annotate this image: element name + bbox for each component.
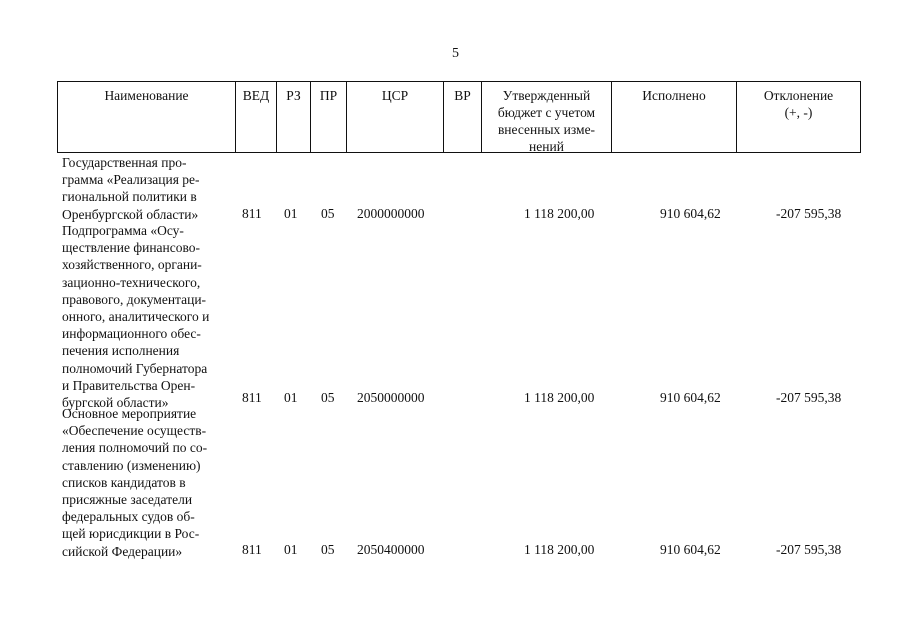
row-1-name: Государственная про- грамма «Реализация ре- гиональной политики в Оренбургской области» [62,155,200,222]
row-3-ved: 811 [242,542,262,557]
row-1-pr: 05 [321,206,335,221]
row-1-csr: 2000000000 [357,206,425,221]
row-3-executed: 910 604,62 [660,542,721,557]
header-name: Наименование [104,88,189,103]
row-2-name: Подпрограмма «Осу- ществление финансово- хозяйственного, органи- зационно-технического, правового, документаци- онного, аналитического и информационного обес- печения исполнения полномочий Губернатора и Правительства Орен- бургской области» [62,223,210,411]
header-csr: ЦСР [381,88,409,103]
header-budget: Утвержденный бюджет с учетом внесенных изме- нений [497,88,596,154]
row-2-executed: 910 604,62 [660,390,721,405]
row-2-pr: 05 [321,390,335,405]
row-1-ved: 811 [242,206,262,221]
header-vr: ВР [454,88,471,103]
row-1-budget: 1 118 200,00 [524,206,595,221]
row-2-rz: 01 [284,390,298,405]
row-3-rz: 01 [284,542,298,557]
header-executed: Исполнено [642,88,706,103]
row-1-executed: 910 604,62 [660,206,721,221]
row-1-deviation: -207 595,38 [776,206,842,221]
row-1-rz: 01 [284,206,298,221]
header-rz: РЗ [286,88,301,103]
header-ved: ВЕД [242,88,270,103]
header-pr: ПР [319,88,338,103]
row-3-deviation: -207 595,38 [776,542,842,557]
row-3-csr: 2050400000 [357,542,425,557]
page-number: 5 [452,46,459,61]
row-2-deviation: -207 595,38 [776,390,842,405]
header-deviation: Отклонение (+, -) [763,88,834,120]
row-3-budget: 1 118 200,00 [524,542,595,557]
row-3-pr: 05 [321,542,335,557]
row-2-budget: 1 118 200,00 [524,390,595,405]
row-3-name: Основное мероприятие «Обеспечение осуществ- ления полномочий по со- ставлению (изменению) списков кандидатов в присяжные заседатели федеральных судов об- щей юрисдикции в Рос- сийской Федерации» [62,406,208,559]
row-2-csr: 2050000000 [357,390,425,405]
row-2-ved: 811 [242,390,262,405]
